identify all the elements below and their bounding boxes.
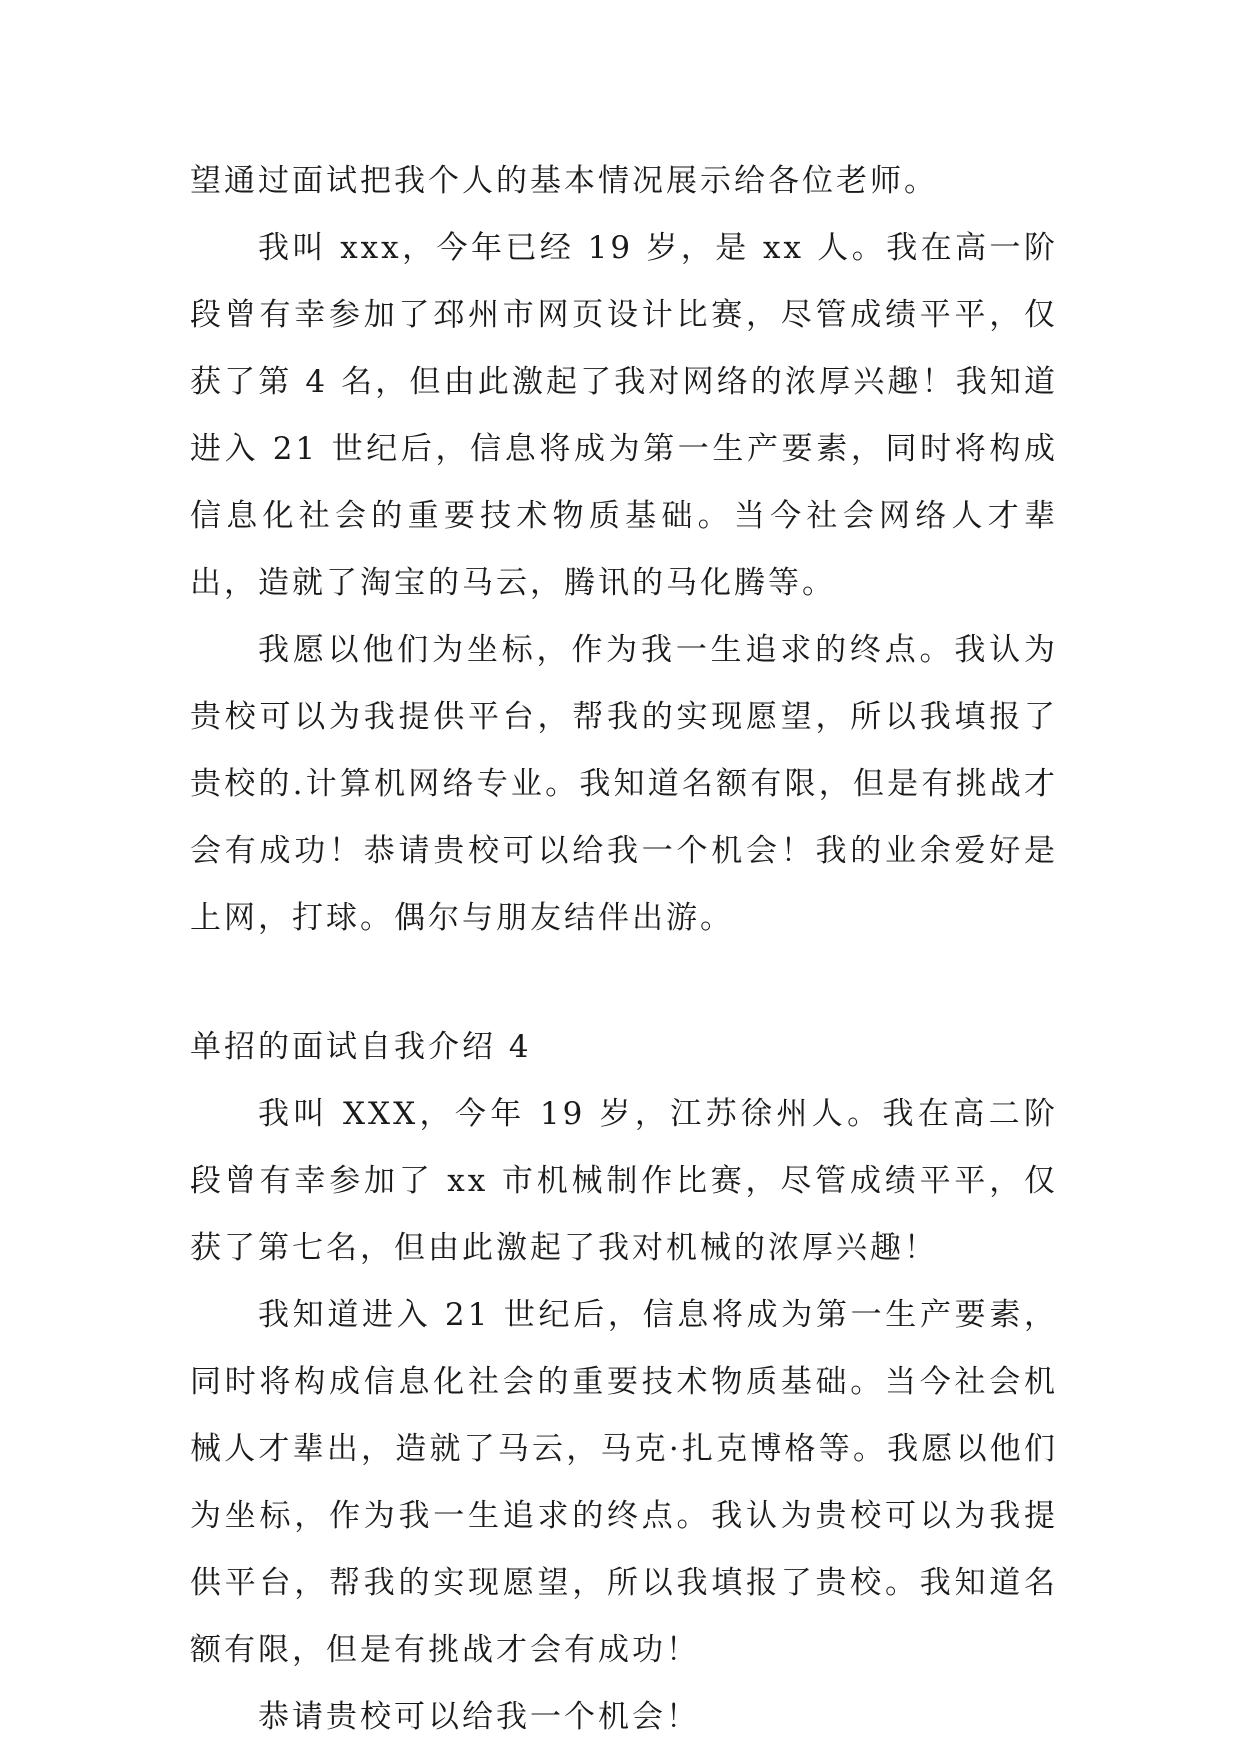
section-heading: 单招的面试自我介绍 4 [190,1029,532,1065]
section-paragraph-introduction: 我叫 XXX，今年 19 岁，江苏徐州人。我在高二阶段曾有幸参加了 xx 市机械制作比赛，尽管成绩平平，仅获了第七名，但由此激起了我对机械的浓厚兴趣！ [190,1096,1058,1266]
section-paragraph-closing: 恭请贵校可以给我一个机会！ [258,1699,700,1735]
paragraph-continued: 望通过面试把我个人的基本情况展示给各位老师。 [190,163,938,199]
document-body [190,148,1058,1751]
section-paragraph-goals: 我知道进入 21 世纪后，信息将成为第一生产要素，同时将构成信息化社会的重要技术物质基础。当今社会机械人才辈出，造就了马云，马克·扎克博格等。我愿以他们为坐标，作为我一生追求的终点。我认为贵校可以为我提供平台，帮我的实现愿望，所以我填报了贵校。我知道名额有限，但是有挑战才会有成功！ [190,1297,1058,1668]
paragraph-introduction: 我叫 xxx，今年已经 19 岁，是 xx 人。我在高一阶段曾有幸参加了邳州市网页设计比赛，尽管成绩平平，仅获了第 4 名，但由此激起了我对网络的浓厚兴趣！我知道进入 21 世纪后，信息将成为第一生产要素，同时将构成信息化社会的重要技术物质基础。当今社会网络人才辈出，造就了淘宝的马云，腾讯的马化腾等。 [190,230,1058,601]
paragraph-goals: 我愿以他们为坐标，作为我一生追求的终点。我认为贵校可以为我提供平台，帮我的实现愿望，所以我填报了贵校的.计算机网络专业。我知道名额有限，但是有挑战才会有成功！恭请贵校可以给我一个机会！我的业余爱好是上网，打球。偶尔与朋友结伴出游。 [190,632,1058,936]
